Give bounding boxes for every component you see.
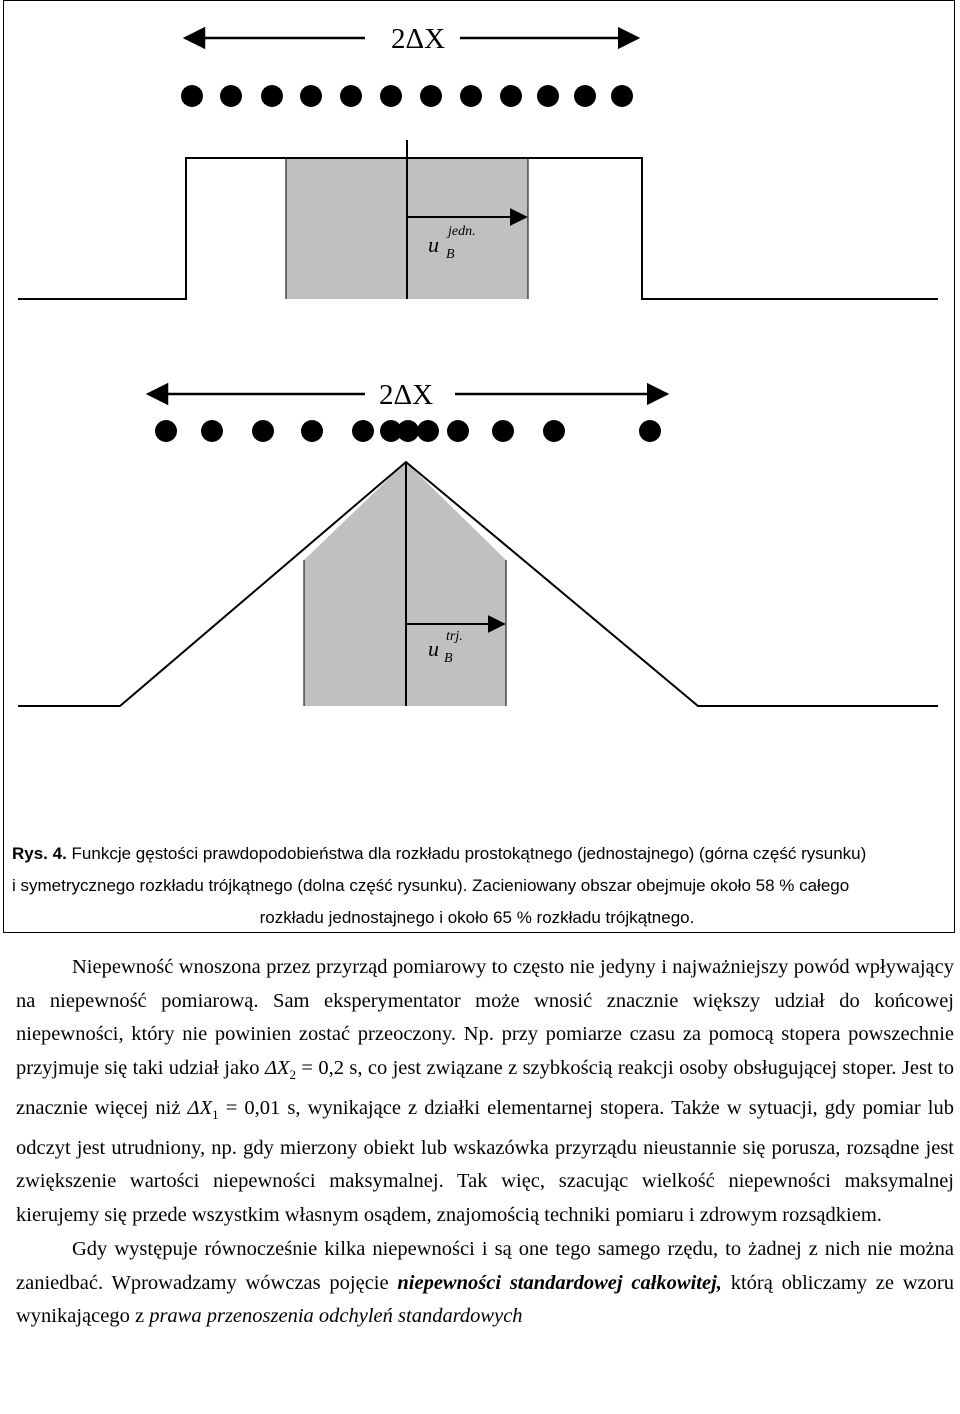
triangular-distribution-plot <box>18 379 938 706</box>
measurement-dot <box>201 420 223 442</box>
term-standard-uncertainty: niepewności standardowej całkowitej, <box>397 1271 722 1294</box>
uniform-distribution-plot <box>18 23 938 299</box>
measurement-dot <box>220 85 242 107</box>
measurement-dot <box>397 420 419 442</box>
measurement-dots <box>155 420 661 442</box>
caption-line-2: i symetrycznego rozkładu trójkątnego (dolna część rysunku). Zacieniowany obszar obejmuje około 58 % całego <box>12 876 850 895</box>
uncertainty-label: u <box>428 232 439 257</box>
measurement-dot <box>639 420 661 442</box>
uncertainty-label: u <box>428 636 439 661</box>
measurement-dot <box>380 85 402 107</box>
caption-line-1: Rys. 4. Funkcje gęstości prawdopodobieństwa dla rozkładu prostokątnego (jednostajnego) (górna część rysunku) <box>12 844 867 863</box>
uncertainty-sub: B <box>446 247 455 262</box>
measurement-dot <box>155 420 177 442</box>
measurement-dot <box>340 85 362 107</box>
uncertainty-sub: B <box>444 651 453 666</box>
measurement-dot <box>447 420 469 442</box>
measurement-dot <box>300 85 322 107</box>
measurement-dot <box>301 420 323 442</box>
measurement-dot <box>574 85 596 107</box>
caption-line-3: rozkładu jednostajnego i około 65 % rozkładu trójkątnego. <box>259 908 695 927</box>
caption-lead: Rys. 4. <box>12 844 67 863</box>
measurement-dot <box>261 85 283 107</box>
measurement-dot <box>417 420 439 442</box>
figure-caption <box>12 838 942 934</box>
paragraph-1: Niepewność wnoszona przez przyrząd pomiarowy to często nie jedyny i najważniejszy powód wpływający na niepewność pomiarową. Sam eksperymentator może wnosić znacznie większy udział do końcowej niepewności, który nie powinien zostać przeoczony. Np. przy pomiarze czasu za pomocą stopera powszechnie przyjmuje się taki udział jako $\Delta X_2 = 0,2$ s, co jest związane z szybkością reakcji osoby obsługującej stoper. Jest to znacznie więcej niż $\Delta X_1 = 0,01$ s, wynikające z działki elementarnej stopera. Także w sytuacji, gdy pomiar lub odczyt jest utrudniony, np. gdy mierzony obiekt lub wskazówka przyrządu nieustannie się porusza, rozsądne jest zwiększenie wartości niepewności maksymalnej. Tak więc, szacując wielkość niepewności maksymalnej kierujemy się przede wszystkim własnym osądem, znajomością techniki pomiaru i zdrowym rozsądkiem. <box>16 956 954 1227</box>
measurement-dot <box>181 85 203 107</box>
measurement-dot <box>460 85 482 107</box>
measurement-dots <box>181 85 633 107</box>
measurement-dot <box>252 420 274 442</box>
measurement-dot <box>352 420 374 442</box>
paragraph-2: Gdy występuje równocześnie kilka niepewności i są one tego samego rzędu, to żadnej z nich nie można zaniedbać. Wprowadzamy wówczas pojęcie niepewności standardowej całkowitej, którą obliczamy ze wzoru wynikającego z prawa przenoszenia odchyleń standardowych <box>16 1237 954 1328</box>
width-label: 2ΔX <box>390 23 446 55</box>
measurement-dot <box>611 85 633 107</box>
uncertainty-sup: trj. <box>446 629 463 644</box>
width-label: 2ΔX <box>378 379 434 411</box>
uncertainty-sup: jedn. <box>448 224 476 239</box>
measurement-dot <box>492 420 514 442</box>
measurement-dot <box>500 85 522 107</box>
term-error-propagation: prawa przenoszenia odchyleń standardowych <box>149 1305 523 1328</box>
measurement-dot <box>543 420 565 442</box>
measurement-dot <box>537 85 559 107</box>
measurement-dot <box>420 85 442 107</box>
math-delta-x1: $\Delta X_1 = 0,01$ <box>187 1096 281 1122</box>
math-delta-x2: $\Delta X_2 = 0,2$ <box>264 1057 344 1083</box>
body-text <box>16 951 954 1334</box>
